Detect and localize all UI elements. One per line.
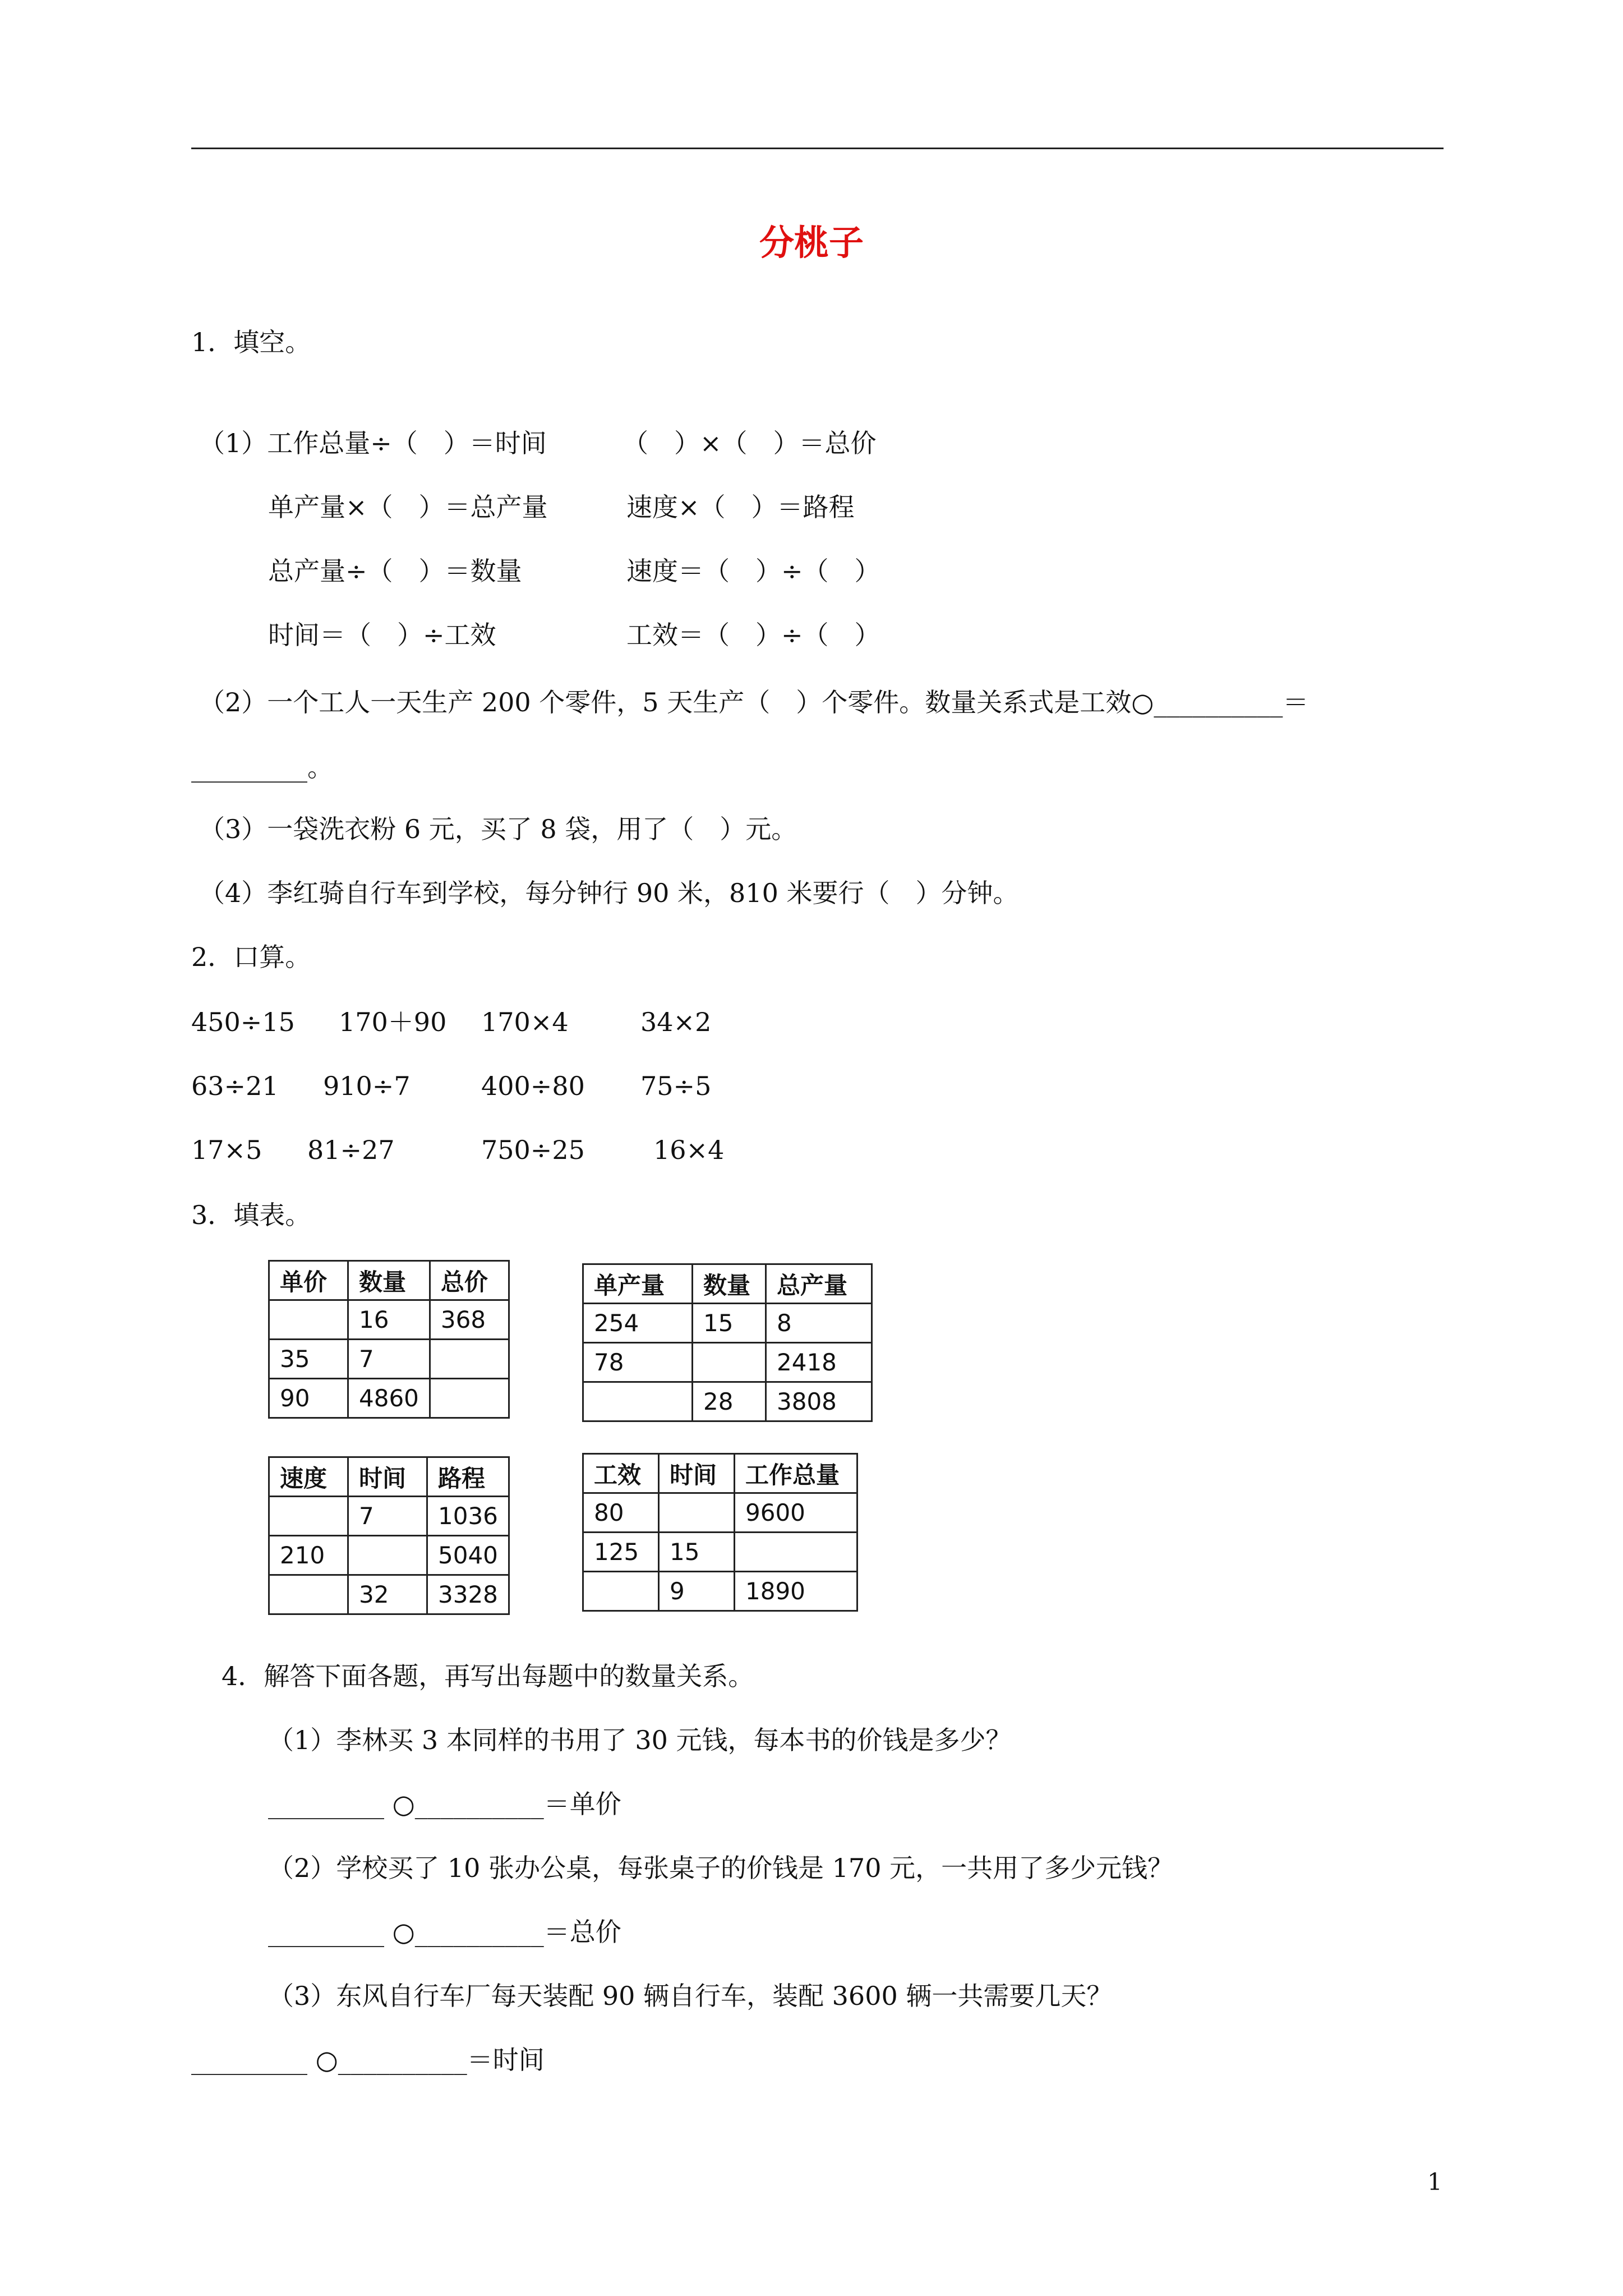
page-number: 1 bbox=[1427, 2168, 1442, 2196]
question-1-4: （4）李红骑自行车到学校，每分钟行 90 米，810 米要行（ ）分钟。 bbox=[199, 878, 1019, 908]
formula-1-1: （1）工作总量÷（ ）＝时间 bbox=[199, 428, 547, 458]
table-cell bbox=[693, 1343, 766, 1382]
question-4-3: （3）东风自行车厂每天装配 90 辆自行车，装配 3600 辆一共需要几天？ bbox=[268, 1981, 1113, 2011]
table-cell: 8 bbox=[766, 1304, 872, 1343]
table-cell bbox=[735, 1533, 857, 1572]
table-header-cell: 数量 bbox=[348, 1261, 430, 1300]
section-3-heading: 3．填表。 bbox=[191, 1200, 311, 1230]
formula-1-2: （ ）×（ ）＝总价 bbox=[623, 428, 877, 458]
table-cell: 28 bbox=[693, 1382, 766, 1421]
table-cell: 2418 bbox=[766, 1343, 872, 1382]
table-cell bbox=[269, 1300, 348, 1340]
question-1-2-line2: _________。 bbox=[191, 752, 333, 783]
table-cell: 78 bbox=[583, 1343, 693, 1382]
table-header-cell: 速度 bbox=[269, 1457, 348, 1497]
table-cell bbox=[430, 1379, 509, 1418]
table-speed bbox=[268, 1456, 510, 1615]
table-cell: 254 bbox=[583, 1304, 693, 1343]
mental-math-item: 34×2 bbox=[640, 1007, 712, 1037]
table-header-cell: 工效 bbox=[583, 1454, 659, 1493]
table-cell: 35 bbox=[269, 1340, 348, 1379]
mental-math-item: 63÷21 bbox=[191, 1071, 279, 1101]
table-cell: 7 bbox=[348, 1340, 430, 1379]
table-cell: 3808 bbox=[766, 1382, 872, 1421]
mental-math-item: 170＋90 bbox=[339, 1007, 447, 1037]
table-header-cell: 数量 bbox=[693, 1264, 766, 1304]
table-cell: 15 bbox=[693, 1304, 766, 1343]
table-cell bbox=[659, 1493, 735, 1533]
formula-2-1: 单产量×（ ）＝总产量 bbox=[268, 492, 548, 522]
table-cell bbox=[348, 1536, 427, 1575]
table-header-cell: 路程 bbox=[427, 1457, 509, 1497]
table-work-efficiency bbox=[582, 1453, 858, 1612]
table-cell: 9600 bbox=[735, 1493, 857, 1533]
table-cell: 3328 bbox=[427, 1575, 509, 1614]
answer-4-3: _________ ○__________＝时间 bbox=[191, 2045, 545, 2075]
formula-2-2: 速度×（ ）＝路程 bbox=[626, 492, 855, 522]
answer-4-1: _________ ○__________＝单价 bbox=[268, 1789, 621, 1819]
answer-4-2: _________ ○__________＝总价 bbox=[268, 1917, 621, 1947]
table-header-cell: 单产量 bbox=[583, 1264, 693, 1304]
mental-math-item: 910÷7 bbox=[323, 1071, 411, 1101]
table-cell bbox=[583, 1572, 659, 1611]
table-cell: 80 bbox=[583, 1493, 659, 1533]
table-header-cell: 工作总量 bbox=[735, 1454, 857, 1493]
table-cell: 90 bbox=[269, 1379, 348, 1418]
formula-3-2: 速度＝（ ）÷（ ） bbox=[626, 556, 880, 586]
question-4-2: （2）学校买了 10 张办公桌，每张桌子的价钱是 170 元，一共用了多少元钱？ bbox=[268, 1853, 1174, 1883]
table-cell: 210 bbox=[269, 1536, 348, 1575]
table-cell: 15 bbox=[659, 1533, 735, 1572]
table-cell: 7 bbox=[348, 1497, 427, 1536]
table-unit-yield bbox=[582, 1263, 873, 1422]
table-cell bbox=[269, 1575, 348, 1614]
table-header-cell: 时间 bbox=[348, 1457, 427, 1497]
question-4-1: （1）李林买 3 本同样的书用了 30 元钱，每本书的价钱是多少？ bbox=[268, 1725, 1012, 1755]
page-title: 分桃子 bbox=[759, 222, 864, 263]
question-1-2-line1: （2）一个工人一天生产 200 个零件，5 天生产（ ）个零件。数量关系式是工效○__________＝ bbox=[199, 687, 1309, 717]
mental-math-item: 400÷80 bbox=[481, 1071, 585, 1101]
mental-math-item: 750÷25 bbox=[481, 1135, 585, 1165]
table-cell: 32 bbox=[348, 1575, 427, 1614]
formula-4-2: 工效＝（ ）÷（ ） bbox=[626, 620, 880, 650]
table-cell: 4860 bbox=[348, 1379, 430, 1418]
mental-math-item: 81÷27 bbox=[307, 1135, 395, 1165]
table-cell bbox=[583, 1382, 693, 1421]
table-header-cell: 单价 bbox=[269, 1261, 348, 1300]
table-cell: 5040 bbox=[427, 1536, 509, 1575]
header-rule bbox=[191, 148, 1444, 149]
section-2-heading: 2．口算。 bbox=[191, 942, 311, 972]
table-cell: 16 bbox=[348, 1300, 430, 1340]
table-cell: 1890 bbox=[735, 1572, 857, 1611]
mental-math-item: 75÷5 bbox=[640, 1071, 712, 1101]
table-cell bbox=[269, 1497, 348, 1536]
question-1-3: （3）一袋洗衣粉 6 元，买了 8 袋，用了（ ）元。 bbox=[199, 814, 797, 844]
mental-math-item: 16×4 bbox=[653, 1135, 725, 1165]
table-header-cell: 时间 bbox=[659, 1454, 735, 1493]
table-header-cell: 总价 bbox=[430, 1261, 509, 1300]
table-cell bbox=[430, 1340, 509, 1379]
mental-math-item: 17×5 bbox=[191, 1135, 262, 1165]
table-cell: 125 bbox=[583, 1533, 659, 1572]
section-4-heading: 4．解答下面各题，再写出每题中的数量关系。 bbox=[222, 1661, 754, 1691]
table-cell: 1036 bbox=[427, 1497, 509, 1536]
mental-math-item: 450÷15 bbox=[191, 1007, 295, 1037]
formula-3-1: 总产量÷（ ）＝数量 bbox=[268, 556, 522, 586]
table-cell: 9 bbox=[659, 1572, 735, 1611]
table-header-cell: 总产量 bbox=[766, 1264, 872, 1304]
formula-4-1: 时间＝（ ）÷工效 bbox=[268, 620, 496, 650]
table-unit-price bbox=[268, 1260, 510, 1419]
table-cell: 368 bbox=[430, 1300, 509, 1340]
section-1-heading: 1．填空。 bbox=[191, 327, 311, 357]
mental-math-item: 170×4 bbox=[481, 1007, 569, 1037]
